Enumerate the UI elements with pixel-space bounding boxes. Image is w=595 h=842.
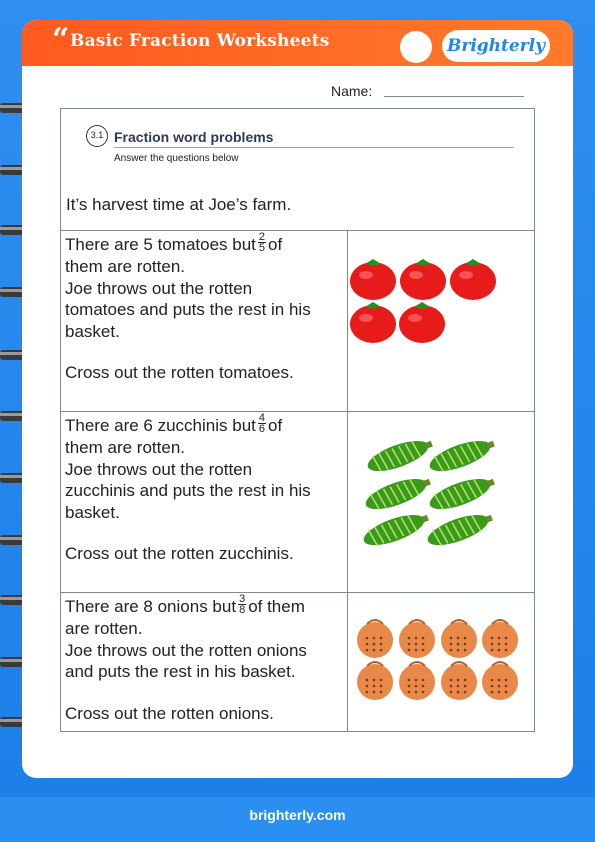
fraction-numerator: 4 <box>258 412 266 425</box>
onion-group <box>348 593 535 733</box>
problem-lead-tail: of <box>268 416 283 435</box>
worksheet-page <box>22 20 573 778</box>
fraction <box>238 594 246 615</box>
tomato-icon[interactable] <box>350 302 396 343</box>
problem-lead-tail: of them <box>248 597 305 616</box>
section-number-badge: 3.1 <box>86 125 108 147</box>
section-title: Fraction word problems <box>114 129 274 145</box>
problem-row-zucchinis <box>60 411 535 592</box>
problem-line: Joe throws out the rotten <box>65 459 253 479</box>
zucchini-icon[interactable] <box>364 433 435 477</box>
problem-line: basket. <box>65 321 120 341</box>
problem-line: them are rotten. <box>65 438 186 458</box>
tomato-icon[interactable] <box>350 259 396 300</box>
onion-icon[interactable] <box>357 662 393 700</box>
fraction <box>258 413 266 434</box>
problem-line: Joe throws out the rotten onions <box>65 640 307 660</box>
zucchini-pictures <box>348 412 535 592</box>
tomato-pictures <box>348 231 535 411</box>
problem-instruction: Cross out the rotten zucchinis. <box>65 544 294 564</box>
tomato-icon[interactable] <box>399 302 445 343</box>
problem-line: them are rotten. <box>65 257 186 277</box>
tomato-group <box>348 231 535 412</box>
zucchini-icon[interactable] <box>360 507 431 551</box>
footer-url[interactable]: brighterly.com <box>249 807 346 823</box>
problem-lead: There are 8 onions but <box>65 597 237 616</box>
name-field[interactable] <box>384 96 524 97</box>
intro-text: It’s harvest time at Joe’s farm. <box>66 195 292 214</box>
problem-instruction: Cross out the rotten onions. <box>65 703 274 723</box>
problem-line: and puts the rest in his basket. <box>65 662 296 682</box>
name-label: Name: <box>331 83 373 99</box>
fraction-numerator: 2 <box>258 231 266 244</box>
onion-icon[interactable] <box>482 662 518 700</box>
problem-row-onions <box>60 592 535 732</box>
onion-icon[interactable] <box>399 620 435 658</box>
zucchini-icon[interactable] <box>426 471 497 515</box>
fraction <box>258 232 266 253</box>
onion-icon[interactable] <box>441 620 477 658</box>
tomato-icon[interactable] <box>400 259 446 300</box>
problem-line: Joe throws out the rotten <box>65 278 253 298</box>
problem-lead-tail: of <box>268 235 283 254</box>
zucchini-icon[interactable] <box>362 471 433 515</box>
onion-icon[interactable] <box>399 662 435 700</box>
problem-text <box>60 412 348 592</box>
worksheet-header <box>22 20 573 66</box>
section-subtitle: Answer the questions below <box>114 153 239 164</box>
problem-lead: There are 6 zucchinis but <box>65 416 256 435</box>
zucchini-icon[interactable] <box>426 433 497 477</box>
problem-text <box>60 593 348 732</box>
onion-pictures <box>348 593 535 732</box>
fraction-denominator: 5 <box>258 242 266 255</box>
zucchini-icon[interactable] <box>424 507 495 551</box>
fraction-denominator: 6 <box>258 423 266 436</box>
tomato-icon[interactable] <box>450 259 496 300</box>
problem-line: tomatoes and puts the rest in his <box>65 300 311 320</box>
problem-line: basket. <box>65 502 120 522</box>
problem-instruction: Cross out the rotten tomatoes. <box>65 363 294 383</box>
problem-line: are rotten. <box>65 619 143 639</box>
quote-mark-icon: “ <box>52 22 70 57</box>
problem-text <box>60 231 348 411</box>
onion-icon[interactable] <box>482 620 518 658</box>
brighterly-logo[interactable]: Brighterly <box>442 30 550 62</box>
problem-lead: There are 5 tomatoes but <box>65 235 256 254</box>
footer-bar <box>0 797 595 842</box>
problem-row-tomatoes <box>60 230 535 411</box>
problem-line: zucchinis and puts the rest in his <box>65 481 311 501</box>
zucchini-group <box>348 412 535 593</box>
exercise-box <box>60 108 535 732</box>
header-circle <box>400 31 432 63</box>
fraction-numerator: 3 <box>239 593 246 606</box>
onion-icon[interactable] <box>357 620 393 658</box>
worksheet-title: Basic Fraction Worksheets <box>70 31 330 51</box>
onion-icon[interactable] <box>441 662 477 700</box>
section-divider <box>114 147 514 148</box>
fraction-denominator: 8 <box>239 604 246 617</box>
